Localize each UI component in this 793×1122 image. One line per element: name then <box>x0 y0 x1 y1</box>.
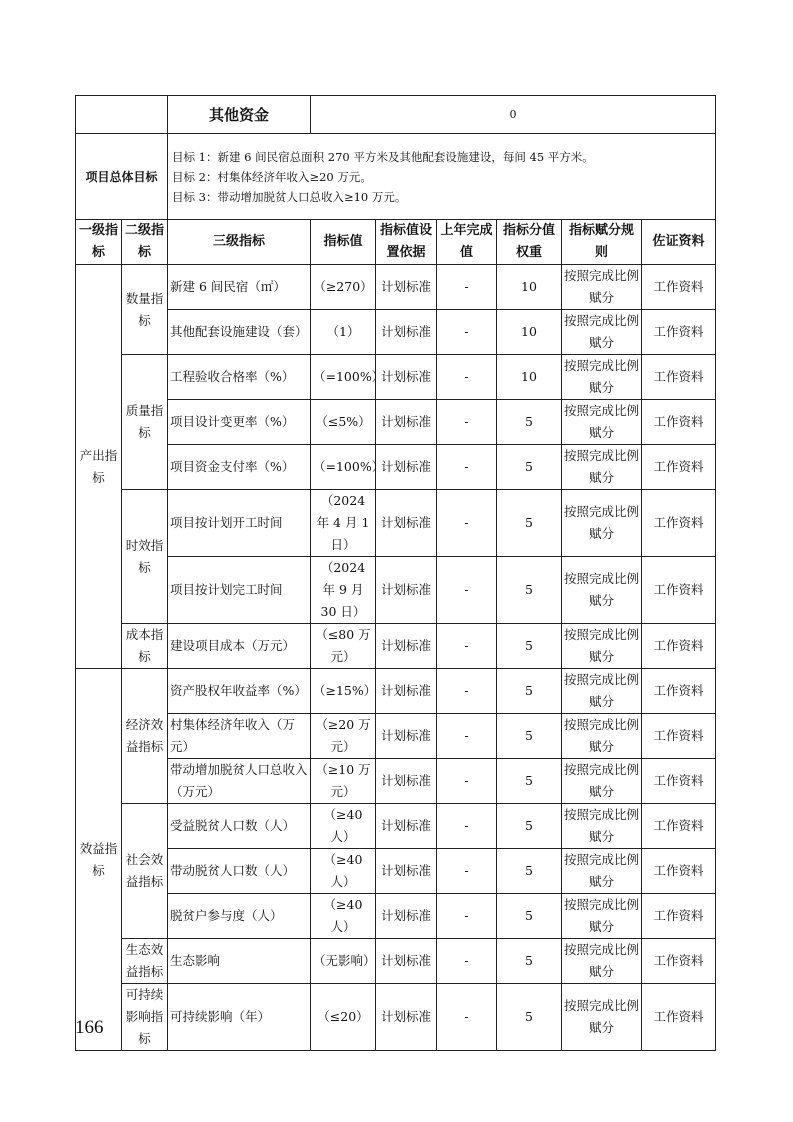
performance-table <box>75 95 716 1051</box>
indicator-prev: - <box>437 355 497 400</box>
indicator-name: 其他配套设施建设（套） <box>168 310 311 355</box>
indicator-rule: 按照完成比例赋分 <box>562 355 642 400</box>
other-funds-label: 其他资金 <box>168 96 311 134</box>
indicator-prev: - <box>437 714 497 759</box>
indicator-value: （≤20） <box>311 984 376 1051</box>
indicator-name: 受益脱贫人口数（人） <box>168 804 311 849</box>
indicator-value: （2024 年 9 月 30 日） <box>311 557 376 624</box>
table-row <box>76 804 716 849</box>
indicator-rule: 按照完成比例赋分 <box>562 400 642 445</box>
indicator-rule: 按照完成比例赋分 <box>562 490 642 557</box>
group-social: 社会效益指标 <box>122 804 168 939</box>
indicator-basis: 计划标准 <box>376 939 437 984</box>
indicator-value: （=100%） <box>311 355 376 400</box>
group-ecological: 生态效益指标 <box>122 939 168 984</box>
indicator-evidence: 工作资料 <box>642 984 716 1051</box>
indicator-basis: 计划标准 <box>376 669 437 714</box>
indicator-weight: 5 <box>497 445 562 490</box>
indicator-weight: 5 <box>497 804 562 849</box>
indicator-evidence: 工作资料 <box>642 265 716 310</box>
table-row <box>76 310 716 355</box>
indicator-evidence: 工作资料 <box>642 894 716 939</box>
indicator-basis: 计划标准 <box>376 849 437 894</box>
indicator-evidence: 工作资料 <box>642 939 716 984</box>
indicator-basis: 计划标准 <box>376 894 437 939</box>
header-value: 指标值 <box>311 220 376 265</box>
indicator-weight: 5 <box>497 557 562 624</box>
indicator-prev: - <box>437 624 497 669</box>
indicator-rule: 按照完成比例赋分 <box>562 714 642 759</box>
indicator-rule: 按照完成比例赋分 <box>562 445 642 490</box>
indicator-basis: 计划标准 <box>376 265 437 310</box>
indicator-rule: 按照完成比例赋分 <box>562 310 642 355</box>
table-row <box>76 624 716 669</box>
goal-line-2: 目标 2：村集体经济年收入≥20 万元。 <box>172 169 372 184</box>
indicator-name: 带动增加脱贫人口总收入（万元） <box>168 759 311 804</box>
indicator-value: （≤5%） <box>311 400 376 445</box>
indicator-rule: 按照完成比例赋分 <box>562 984 642 1051</box>
indicator-evidence: 工作资料 <box>642 557 716 624</box>
indicator-name: 新建 6 间民宿（㎡） <box>168 265 311 310</box>
indicator-value: （≥270） <box>311 265 376 310</box>
indicator-basis: 计划标准 <box>376 557 437 624</box>
table-row <box>76 894 716 939</box>
group-timeliness: 时效指标 <box>122 490 168 624</box>
indicator-rule: 按照完成比例赋分 <box>562 265 642 310</box>
indicator-evidence: 工作资料 <box>642 310 716 355</box>
group-output: 产出指标 <box>76 265 122 669</box>
table-row <box>76 714 716 759</box>
indicator-basis: 计划标准 <box>376 490 437 557</box>
indicator-weight: 5 <box>497 714 562 759</box>
table-row <box>76 445 716 490</box>
indicator-basis: 计划标准 <box>376 445 437 490</box>
indicator-value: （≥40 人） <box>311 804 376 849</box>
indicator-name: 资产股权年收益率（%） <box>168 669 311 714</box>
indicator-value: （无影响） <box>311 939 376 984</box>
indicator-evidence: 工作资料 <box>642 355 716 400</box>
overall-goal-text <box>168 134 716 220</box>
indicator-weight: 5 <box>497 759 562 804</box>
indicator-weight: 5 <box>497 400 562 445</box>
indicator-basis: 计划标准 <box>376 759 437 804</box>
indicator-value: （≥15%） <box>311 669 376 714</box>
indicator-prev: - <box>437 939 497 984</box>
table-row <box>76 669 716 714</box>
indicator-prev: - <box>437 894 497 939</box>
header-level3: 三级指标 <box>168 220 311 265</box>
goal-line-1: 目标 1：新建 6 间民宿总面积 270 平方米及其他配套设施建设，每间 45 平方米。 <box>172 149 594 164</box>
indicator-evidence: 工作资料 <box>642 759 716 804</box>
indicator-evidence: 工作资料 <box>642 714 716 759</box>
indicator-rule: 按照完成比例赋分 <box>562 894 642 939</box>
other-funds-value: 0 <box>311 96 716 134</box>
indicator-rule: 按照完成比例赋分 <box>562 759 642 804</box>
indicator-value: （1） <box>311 310 376 355</box>
indicator-weight: 5 <box>497 669 562 714</box>
indicator-basis: 计划标准 <box>376 400 437 445</box>
table-row <box>76 400 716 445</box>
page-number: 166 <box>75 1017 104 1038</box>
indicator-basis: 计划标准 <box>376 310 437 355</box>
table-row <box>76 849 716 894</box>
indicator-prev: - <box>437 804 497 849</box>
indicator-rule: 按照完成比例赋分 <box>562 849 642 894</box>
table-row <box>76 984 716 1051</box>
indicator-weight: 10 <box>497 265 562 310</box>
table-row <box>76 759 716 804</box>
indicator-weight: 5 <box>497 490 562 557</box>
indicator-evidence: 工作资料 <box>642 804 716 849</box>
indicator-basis: 计划标准 <box>376 355 437 400</box>
indicator-name: 建设项目成本（万元） <box>168 624 311 669</box>
indicator-basis: 计划标准 <box>376 624 437 669</box>
indicator-name: 可持续影响（年） <box>168 984 311 1051</box>
group-benefit: 效益指标 <box>76 669 122 1051</box>
header-prev: 上年完成值 <box>437 220 497 265</box>
group-economic: 经济效益指标 <box>122 669 168 804</box>
indicator-evidence: 工作资料 <box>642 400 716 445</box>
header-level2: 二级指标 <box>122 220 168 265</box>
indicator-evidence: 工作资料 <box>642 624 716 669</box>
indicator-prev: - <box>437 669 497 714</box>
indicator-prev: - <box>437 310 497 355</box>
indicator-name: 脱贫户参与度（人） <box>168 894 311 939</box>
indicator-weight: 5 <box>497 849 562 894</box>
indicator-name: 村集体经济年收入（万元） <box>168 714 311 759</box>
indicator-value: （≤80 万元） <box>311 624 376 669</box>
indicator-name: 项目按计划开工时间 <box>168 490 311 557</box>
table-row <box>76 490 716 557</box>
indicator-value: （≥40 人） <box>311 894 376 939</box>
indicator-weight: 5 <box>497 894 562 939</box>
indicator-rule: 按照完成比例赋分 <box>562 557 642 624</box>
indicator-rule: 按照完成比例赋分 <box>562 804 642 849</box>
header-row <box>76 220 716 265</box>
indicator-weight: 5 <box>497 939 562 984</box>
indicator-weight: 10 <box>497 310 562 355</box>
group-quality: 质量指标 <box>122 355 168 490</box>
indicator-rule: 按照完成比例赋分 <box>562 669 642 714</box>
header-rule: 指标赋分规则 <box>562 220 642 265</box>
indicator-name: 项目按计划完工时间 <box>168 557 311 624</box>
indicator-evidence: 工作资料 <box>642 445 716 490</box>
indicator-prev: - <box>437 445 497 490</box>
indicator-prev: - <box>437 265 497 310</box>
table-row <box>76 265 716 310</box>
indicator-basis: 计划标准 <box>376 804 437 849</box>
indicator-weight: 5 <box>497 984 562 1051</box>
indicator-value: （≥20 万元） <box>311 714 376 759</box>
indicator-rule: 按照完成比例赋分 <box>562 939 642 984</box>
group-quantity: 数量指标 <box>122 265 168 355</box>
indicator-prev: - <box>437 849 497 894</box>
blank-cell <box>76 96 168 134</box>
indicator-name: 生态影响 <box>168 939 311 984</box>
goal-line-3: 目标 3：带动增加脱贫人口总收入≥10 万元。 <box>172 189 407 204</box>
indicator-basis: 计划标准 <box>376 984 437 1051</box>
table-row <box>76 355 716 400</box>
indicator-name: 项目设计变更率（%） <box>168 400 311 445</box>
indicator-weight: 5 <box>497 624 562 669</box>
indicator-value: （≥10 万元） <box>311 759 376 804</box>
indicator-prev: - <box>437 490 497 557</box>
group-cost: 成本指标 <box>122 624 168 669</box>
table-row <box>76 557 716 624</box>
indicator-basis: 计划标准 <box>376 714 437 759</box>
overall-goal-label: 项目总体目标 <box>76 134 168 220</box>
indicator-prev: - <box>437 557 497 624</box>
indicator-weight: 10 <box>497 355 562 400</box>
indicator-name: 带动脱贫人口数（人） <box>168 849 311 894</box>
indicator-value: （2024 年 4 月 1 日） <box>311 490 376 557</box>
indicator-name: 项目资金支付率（%） <box>168 445 311 490</box>
group-sustainable: 可持续影响指标 <box>122 984 168 1051</box>
indicator-prev: - <box>437 759 497 804</box>
header-weight: 指标分值权重 <box>497 220 562 265</box>
indicator-evidence: 工作资料 <box>642 849 716 894</box>
indicator-name: 工程验收合格率（%） <box>168 355 311 400</box>
indicator-evidence: 工作资料 <box>642 490 716 557</box>
header-evidence: 佐证资料 <box>642 220 716 265</box>
indicator-rule: 按照完成比例赋分 <box>562 624 642 669</box>
indicator-value: （≥40 人） <box>311 849 376 894</box>
table-row <box>76 939 716 984</box>
indicator-prev: - <box>437 984 497 1051</box>
indicator-evidence: 工作资料 <box>642 669 716 714</box>
indicator-value: （=100%） <box>311 445 376 490</box>
indicator-prev: - <box>437 400 497 445</box>
header-basis: 指标值设置依据 <box>376 220 437 265</box>
header-level1: 一级指标 <box>76 220 122 265</box>
